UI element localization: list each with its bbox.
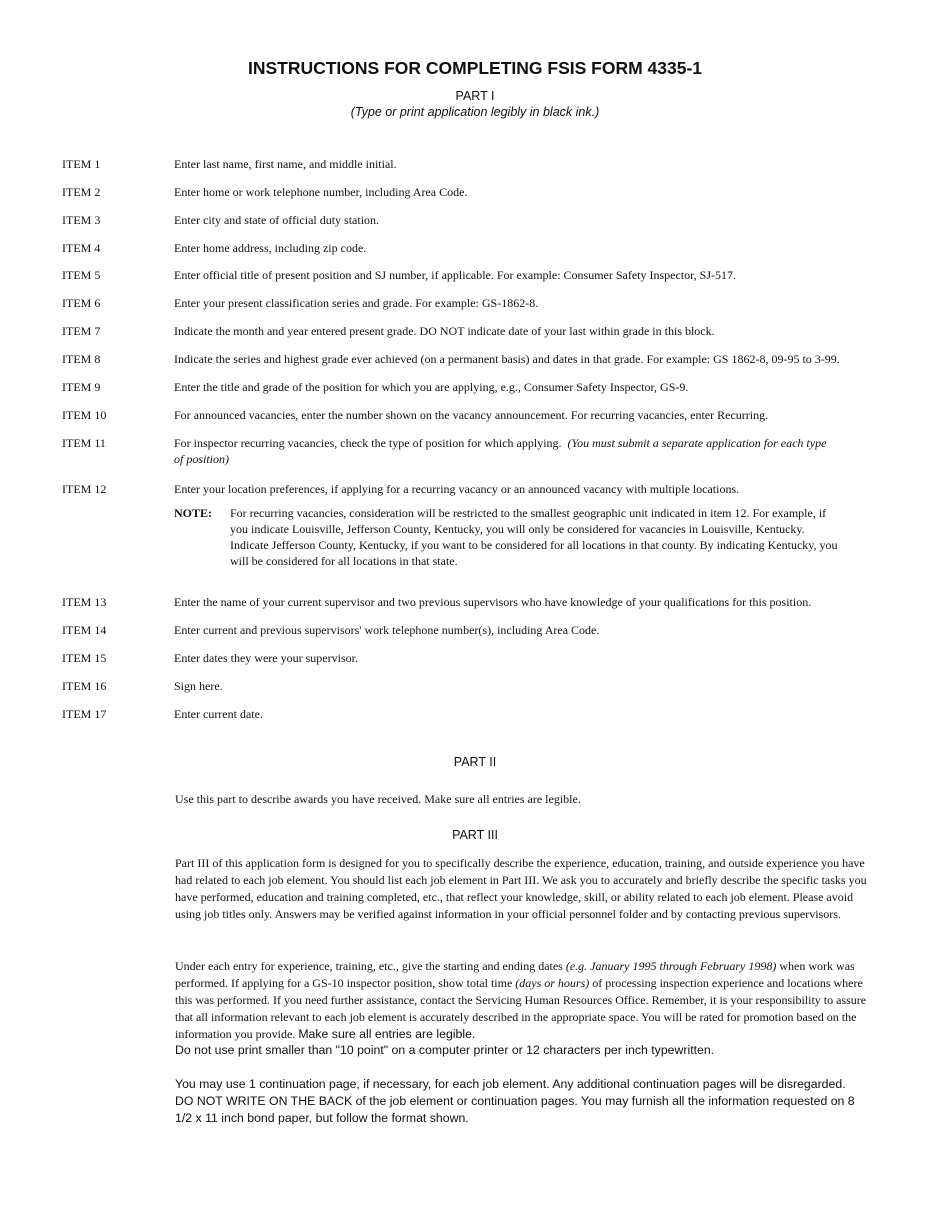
item-label: ITEM 6: [62, 296, 101, 310]
item-text: Enter home address, including zip code.: [174, 241, 367, 255]
item-label: ITEM 17: [62, 707, 107, 721]
item-text: Enter home or work telephone number, including Area Code.: [174, 185, 468, 199]
item-text: Sign here.: [174, 679, 223, 693]
part3-heading: PART III: [452, 828, 498, 842]
item-label: ITEM 4: [62, 241, 101, 255]
item-label: ITEM 12: [62, 482, 107, 496]
part1-subtitle: (Type or print application legibly in black ink.): [350, 105, 600, 119]
part3-paragraph-1: Part III of this application form is designed for you to specifically describe the experience, education, training, and outside experience you have had related to each job element. You should list each job element in Part III. We ask you to accurately and briefly describe the specific tasks you have performed, education and training completed, etc., that reflect your knowledge, skill, or ability related to each job element. Please avoid using job titles only. Answers may be verified against information in your official personnel folder and by contacting previous supervisors.: [175, 856, 867, 921]
item-label: ITEM 11: [62, 436, 106, 450]
item-label: ITEM 8: [62, 352, 101, 366]
part3-paragraph-3: You may use 1 continuation page, if necessary, for each job element. Any additional continuation pages will be disregarded. DO NOT WRITE ON THE BACK of the job element or continuation pages. You may furnish all the information requested on 8 1/2 x 11 inch bond paper, but follow the format shown.: [175, 1077, 855, 1125]
item-label: ITEM 7: [62, 324, 101, 338]
document-title: INSTRUCTIONS FOR COMPLETING FSIS FORM 4335-1: [247, 58, 703, 78]
item-label: ITEM 2: [62, 185, 101, 199]
part3-font-size-note: Do not use print smaller than "10 point" on a computer printer or 12 characters per inch typewritten.: [175, 1043, 715, 1057]
part2-heading: PART II: [453, 755, 497, 769]
part1-heading: PART I: [455, 89, 495, 103]
item-label: ITEM 14: [62, 623, 107, 637]
item-text: Enter your present classification series and grade. For example: GS-1862-8.: [174, 296, 539, 310]
note-label: NOTE:: [174, 506, 213, 520]
part2-text: Use this part to describe awards you have received. Make sure all entries are legible.: [175, 792, 581, 806]
item-emphasis: (You must submit a separate application for each type of position): [174, 436, 827, 466]
item-text: Enter the title and grade of the position for which you are applying, e.g., Consumer Safety Inspector, GS-9.: [174, 380, 689, 394]
item-text: Indicate the series and highest grade ever achieved (on a permanent basis) and dates in that grade. For example: GS 1862-8, 09-95 to 3-99.: [174, 352, 840, 366]
item-text: Enter last name, first name, and middle initial.: [174, 157, 397, 171]
item-text: Indicate the month and year entered present grade. DO NOT indicate date of your last within grade in this block.: [174, 324, 715, 338]
item-label: ITEM 15: [62, 651, 107, 665]
item-text: For inspector recurring vacancies, check the type of position for which applying. (You must submit a separate application for each type of position): [174, 436, 827, 466]
note-text: For recurring vacancies, consideration will be restricted to the smallest geographic unit indicated in item 12. For example, if you indicate Louisville, Jefferson County, Kentucky, you will only be considered for vacancies in Louisville, Kentucky. Indicate Jefferson County, Kentucky, if you want to be considered for all locations in that county. By indicating Kentucky, you will be considered for all locations in that state.: [230, 506, 838, 568]
item-label: ITEM 10: [62, 408, 107, 422]
item-label: ITEM 13: [62, 595, 107, 609]
item-label: ITEM 1: [62, 157, 101, 171]
item-label: ITEM 16: [62, 679, 107, 693]
item-label: ITEM 3: [62, 213, 101, 227]
item-text: Enter dates they were your supervisor.: [174, 651, 358, 665]
item-text: For announced vacancies, enter the number shown on the vacancy announcement. For recurring vacancies, enter Recurring.: [174, 408, 769, 422]
part3-paragraph-2: Under each entry for experience, training, etc., give the starting and ending dates (e.g. January 1995 through February 1998) when work was performed. If applying for a GS-10 inspector position, show total time (days or hours) of processing inspection experience and locations where this was performed. If you need further assistance, contact the Servicing Human Resources Office. Remember, it is your responsibility to assure that all information relevant to each job element is accurately described in the appropriate space. You will be rated for promotion based on the information you provide. Make sure all entries are legible.: [175, 959, 867, 1041]
item-text: Enter the name of your current supervisor and two previous supervisors who have knowledge of your qualifications for this position.: [174, 595, 812, 609]
item-text: Enter city and state of official duty station.: [174, 213, 380, 227]
item-text: Enter your location preferences, if applying for a recurring vacancy or an announced vacancy with multiple locations.: [174, 482, 740, 496]
item-text: Enter current date.: [174, 707, 263, 721]
item-text: Enter current and previous supervisors' work telephone number(s), including Area Code.: [174, 623, 600, 637]
item-text: Enter official title of present position and SJ number, if applicable. For example: Consumer Safety Inspector, SJ-517.: [174, 268, 737, 282]
item-label: ITEM 9: [62, 380, 101, 394]
item-label: ITEM 5: [62, 268, 101, 282]
